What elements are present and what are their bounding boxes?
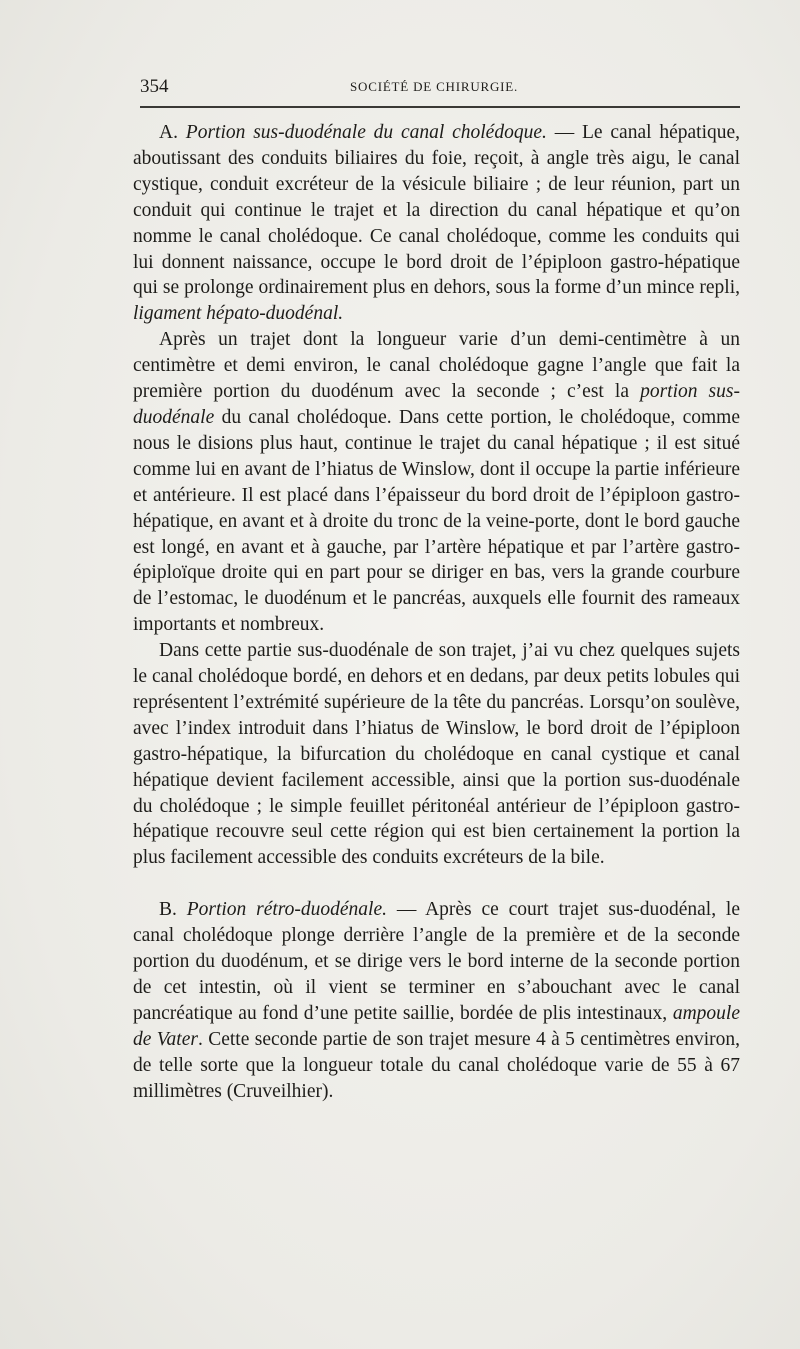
section-b-dash: —	[387, 899, 426, 921]
page-number: 354	[140, 76, 169, 97]
paragraph-text: Dans cette partie sus-duodénale de son trajet, j’ai vu chez quelques sujets le canal cholédoque bordé, en dehors et en dedans, par deux petits lobules qui représentent l’extrémité supérieure de la tête du pancréas. Lorsqu’on soulève, avec l’index introduit dans l’hiatus de Winslow, le bord droit de l’épiploon gastro-hépatique, la bifurcation du cholédoque en canal cystique et canal hépatique devient facilement accessible, ainsi que la portion sus-duodénale du cholédoque ; le simple feuillet péritonéal antérieur de l’épiploon gastro-hépatique recouvre seul cette région qui est bien certainement la portion la plus facilement accessible des conduits excréteurs de la bile.	[133, 640, 740, 869]
section-b-term: ampoule de Vater	[133, 1002, 740, 1050]
page-header	[140, 76, 740, 100]
section-b-title: Portion rétro-duodénale.	[186, 899, 387, 921]
section-a-label: A.	[159, 122, 178, 143]
paragraph-section-a-intro	[133, 120, 740, 327]
paragraph-section-b	[133, 897, 740, 1104]
section-b-text: Après ce court trajet sus-duodénal, le canal cholédoque plonge derrière l’angle de la première et de la seconde portion du duodénum, et se dirige vers le bord interne de la seconde portion de cet intestin, où il vient se terminer en s’abouchant avec le canal pancréatique au fond d’une petite saillie, bordée de plis intestinaux,	[133, 899, 740, 1024]
paragraph-term: portion sus-duodénale	[133, 381, 740, 428]
section-a-text: Le canal hépatique, aboutissant des conduits biliaires du foie, reçoit, à angle très aigu, le canal cystique, conduit excréteur de la vésicule biliaire ; de leur réunion, part un conduit qui continue le trajet et la direction du canal hépatique et qu’on nomme le canal cholédoque. Ce canal cholédoque, comme les conduits qui lui donnent naissance, occupe le bord droit de l’épiploon gastro-hépatique qui se prolonge ordinairement plus en dehors, sous la forme d’un mince repli,	[133, 122, 741, 299]
paragraph-text: du canal cholédoque. Dans cette portion, le cholédoque, comme nous le disions plus haut, continue le trajet du canal hépatique ; il est situé comme lui en avant de l’hiatus de Winslow, dont il occupe la partie inférieure et antérieure. Il est placé dans l’épaisseur du bord droit de l’épiploon gastro-hépatique, en avant et à droite du tronc de la veine-porte, dont le bord gauche est longé, en avant et à gauche, par l’artère hépatique et par l’artère gastro-épiploïque droite qui en part pour se diriger en bas, vers la grande courbure de l’estomac, le duodénum et le pancréas, auxquels elle fournit des rameaux importants et nombreux.	[133, 406, 740, 636]
section-a-dash: —	[546, 122, 583, 143]
paragraph-section-a-observation	[133, 638, 740, 871]
header-rule	[140, 106, 740, 108]
running-head: SOCIÉTÉ DE CHIRURGIE.	[350, 79, 519, 94]
body-text	[133, 120, 740, 1105]
section-a-title: Portion sus-duodénale du canal cholédoque.	[185, 122, 547, 143]
paragraph-text: Après un trajet dont la longueur varie d’un demi-centimètre à un centimètre et demi environ, le canal cholédoque gagne l’angle que fait la première portion du duodénum avec la seconde ; c’est la	[133, 329, 740, 403]
section-a-term: ligament hépato-duodénal.	[133, 303, 344, 325]
section-b-text: . Cette seconde partie de son trajet mesure 4 à 5 centimètres environ, de telle sorte que la longueur totale du canal cholédoque varie de 55 à 67 millimètres (Cruveilhier).	[133, 1028, 740, 1102]
section-b-label: B.	[159, 899, 177, 921]
paragraph-section-a-trajet	[133, 327, 740, 638]
